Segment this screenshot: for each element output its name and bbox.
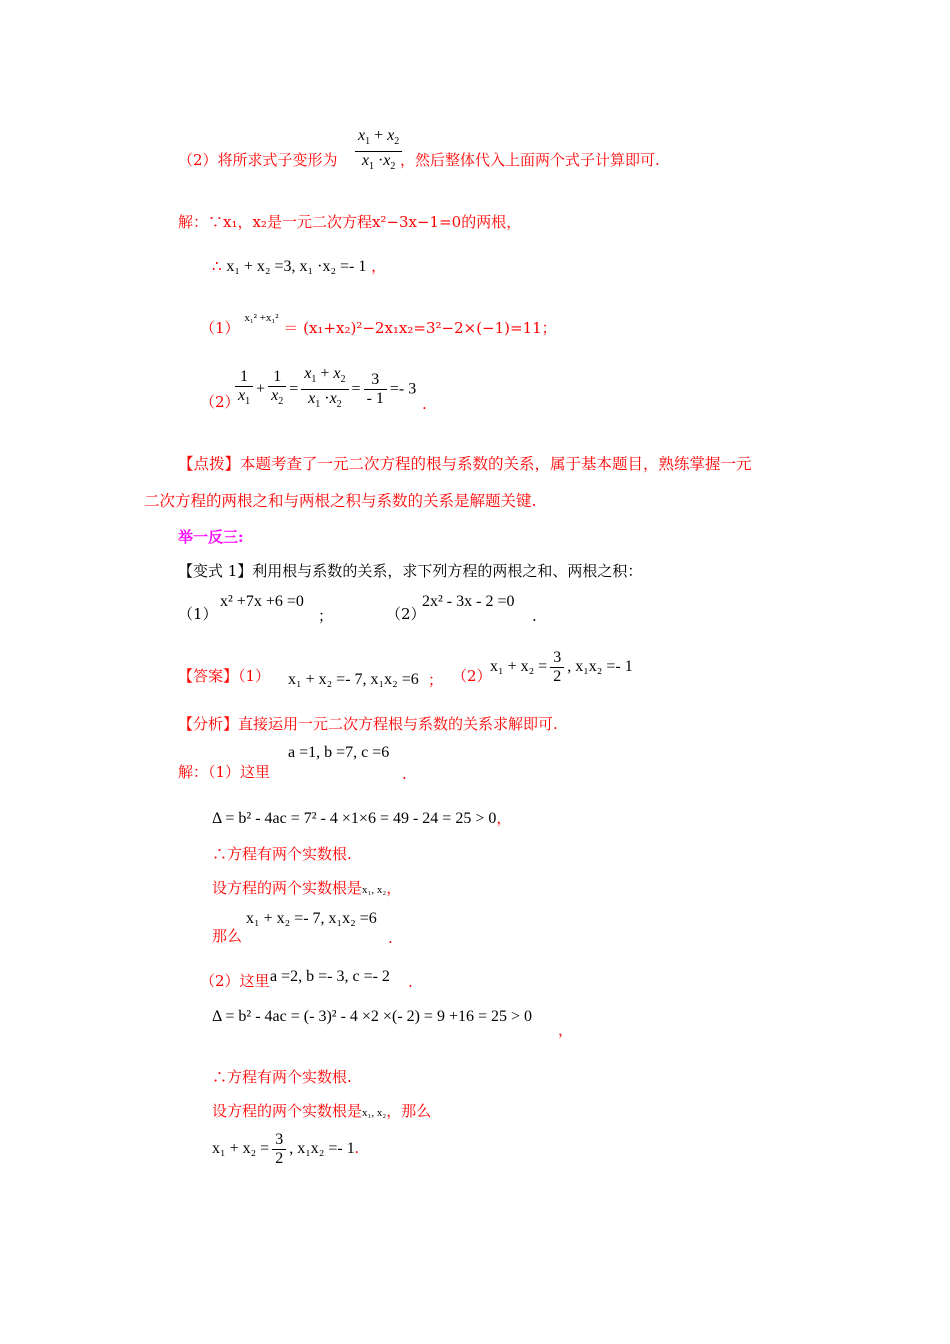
solution-intro-text: 解：∵x₁，x₂是一元二次方程x²−3x−1=0的两根， (178, 213, 522, 231)
roots-names-2: x₁, x₂ (362, 1107, 387, 1119)
vieta-result-2-den: 2 (275, 1150, 284, 1167)
discriminant-1-end: ， (496, 809, 512, 827)
analysis-text: 直接运用一元二次方程根与系数的关系求解即可. (238, 715, 558, 733)
denominator-neg1: - 1 (366, 390, 384, 408)
answer-2-post: , x₁x₂ =- 1 (567, 658, 633, 676)
part-1-calculation: ＝ (x₁+x₂)²−2x₁x₂=3²−2×(−1)=11； (283, 319, 557, 337)
coefficients-1-end: . (402, 765, 407, 783)
vieta-result-2 (212, 1132, 359, 1167)
then-label-1: 那么 (212, 927, 243, 945)
analysis-line (178, 714, 558, 734)
eq-sign-2: = (351, 380, 361, 398)
hint-fraction: $\frac{x_1 + x_2}{x_1 \cdot x_2}$ (352, 128, 405, 175)
variant-1-equations (178, 604, 218, 624)
tip-text-2: 二次方程的两根之和与两根之积与系数的关系是解题关键. (144, 492, 537, 510)
discriminant-1: Δ = b² - 4ac = 7² - 4 ×1×6 = 49 - 24 = 25 > 0 (212, 810, 497, 827)
vieta-result-1-end: . (388, 929, 393, 947)
answer-2-pre: x₁ + x₂ = (490, 658, 548, 676)
tip-text-1: 本题考查了一元二次方程的根与系数的关系，属于基本题目，熟练掌握一元 (240, 455, 752, 473)
roots-assumption-1-text: 设方程的两个实数根是 (212, 879, 363, 897)
therefore-comma: ， (371, 257, 387, 275)
hint-suffix-line (400, 150, 660, 170)
roots-assumption-2 (212, 1101, 431, 1123)
roots-assumption-1 (212, 878, 401, 900)
roots-assumption-1-end: ， (386, 879, 402, 897)
answer-2-den: 2 (553, 668, 562, 685)
vieta-relations: x₁ + x₂ =3, x₁ ·x₂ =- 1 (226, 258, 367, 275)
answer-line (178, 666, 270, 686)
result-neg3: =- 3 (389, 380, 417, 398)
answer-1: x₁ + x₂ =- 7, x₁x₂ =6 (288, 671, 419, 688)
variant-1-text: 【变式 1】利用根与系数的关系，求下列方程的两根之和、两根之积： (178, 562, 643, 580)
vieta-result-2-num: 3 (272, 1132, 286, 1150)
part-2-label: （2） (200, 393, 240, 411)
solution-1-label: 解：（1）这里 (178, 763, 271, 781)
therefore-symbol: ∴ (212, 257, 222, 275)
part-2-period (422, 394, 427, 414)
numerator-3: 3 (364, 372, 387, 390)
answer-semicolon: ； (428, 671, 444, 689)
therefore-line (212, 256, 386, 277)
vieta-result-2-pre: x₁ + x₂ = (212, 1140, 270, 1158)
eq-sign-1: = (289, 380, 299, 398)
variant-1-question (178, 561, 642, 581)
discriminant-2-line (212, 1006, 532, 1027)
coefficients-2: a =2, b =- 3, c =- 2 (270, 968, 390, 985)
roots-names-1: x₁, x₂ (362, 884, 387, 896)
part-1-label: （1） (200, 319, 240, 337)
hint-prefix: （2）将所求式子变形为 (178, 151, 338, 169)
equation-2: 2x² - 3x - 2 =0 (422, 593, 515, 610)
tip-line-1 (178, 454, 752, 474)
eq-end: . (532, 607, 537, 625)
discriminant-2: Δ = b² - 4ac = (- 3)² - 4 ×2 ×(- 2) = 9 +16 = 25 > 0 (212, 1008, 533, 1025)
solution-intro (178, 212, 521, 232)
equation-1: x² +7x +6 =0 (220, 593, 304, 610)
discriminant-1-line (212, 808, 511, 829)
two-roots-2: ∴方程有两个实数根. (212, 1068, 352, 1086)
analysis-tag: 【分析】 (178, 715, 239, 733)
answer-p2: （2） (452, 667, 492, 685)
vieta-result-2-end: . (354, 1140, 359, 1158)
two-roots-1: ∴方程有两个实数根. (212, 845, 352, 863)
roots-assumption-2-tail: ，那么 (386, 1102, 432, 1120)
eq-separator: ； (318, 607, 334, 625)
sum-of-squares: x₁² +x₁² (244, 312, 279, 324)
answer-2 (490, 650, 633, 685)
answer-p1: （1） (238, 667, 271, 685)
step-2-hint (178, 150, 338, 170)
tip-line-2 (144, 491, 536, 511)
answer-2-num: 3 (550, 650, 564, 668)
solution-2-label: （2）这里 (200, 972, 270, 990)
reciprocal-sum-expression: $\frac{1}{x_1}$ + $\frac{1}{x_2}$ = $\frac{x_1 + x_2}{x_1 \cdot x_2}$ = $\frac{3}{- 1}$ =- 3 (232, 366, 416, 413)
discriminant-2-end: ， (558, 1021, 574, 1039)
practice-heading: 举一反三: (178, 528, 244, 546)
answer-tag: 【答案】 (178, 667, 239, 685)
eq1-label: （1） (178, 605, 218, 623)
part-2-period-text: . (422, 395, 427, 413)
hint-suffix: ，然后整体代入上面两个式子计算即可. (400, 151, 660, 169)
coefficients-2-end: . (408, 973, 413, 991)
tip-tag: 【点拨】 (178, 455, 241, 473)
part-1-result (200, 312, 557, 340)
vieta-result-1: x₁ + x₂ =- 7, x₁x₂ =6 (246, 910, 377, 927)
vieta-result-2-post: , x₁x₂ =- 1 (289, 1140, 355, 1158)
roots-assumption-2-text: 设方程的两个实数根是 (212, 1102, 363, 1120)
eq2-label: （2） (386, 605, 426, 623)
coefficients-1: a =1, b =7, c =6 (288, 744, 390, 761)
